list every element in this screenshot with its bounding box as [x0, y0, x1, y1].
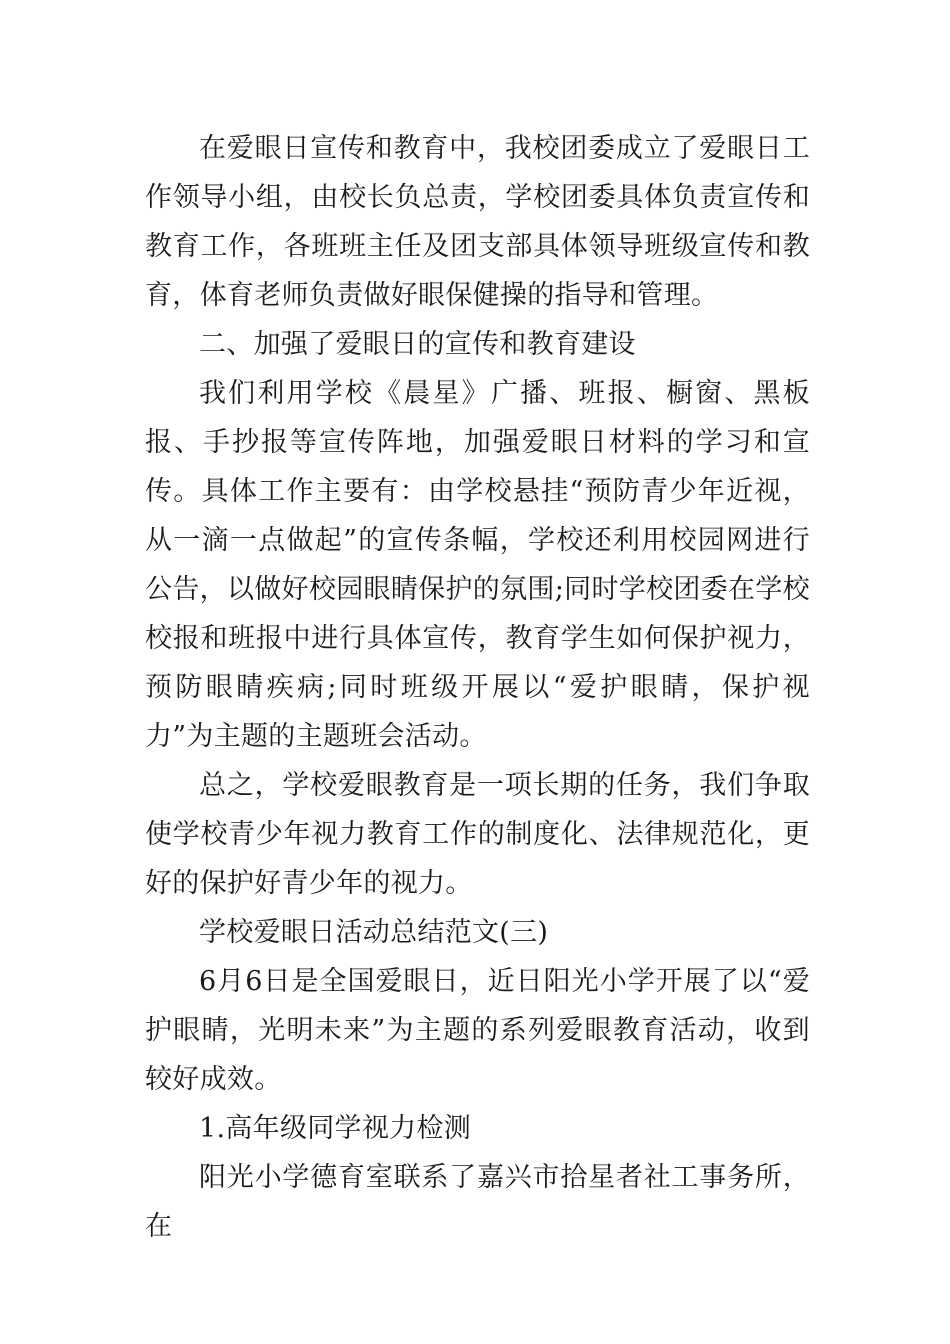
paragraph-moral-office: 阳光小学德育室联系了嘉兴市拾星者社工事务所，在	[145, 1162, 810, 1242]
article-title-3: 学校爱眼日活动总结范文(三)	[199, 917, 549, 948]
paragraph-publicity: 我们利用学校《晨星》广播、班报、橱窗、黑板报、手抄报等宣传阵地，加强爱眼日材料的学习和宣传。具体工作主要有：由学校悬挂“预防青少年近视，从一滴一点做起”的宣传条幅，学校还利用校园网进行公告，以做好校园眼睛保护的氛围;同时学校团委在学校校报和班报中进行具体宣传，教育学生如何保护视力，预防眼睛疾病;同时班级开展以“爱护眼睛，保护视力”为主题的主题班会活动。	[145, 378, 810, 752]
paragraph-leadership-group: 在爱眼日宣传和教育中，我校团委成立了爱眼日工作领导小组，由校长负总责，学校团委具体负责宣传和教育工作，各班班主任及团支部具体领导班级宣传和教育，体育老师负责做好眼保健操的指导和管理。	[145, 133, 810, 311]
paragraph-conclusion: 总之，学校爱眼教育是一项长期的任务，我们争取使学校青少年视力教育工作的制度化、法律规范化，更好的保护好青少年的视力。	[145, 770, 810, 899]
subheading-vision-test: 1.高年级同学视力检测	[199, 1113, 472, 1144]
paragraph-intro-june6: 6月6日是全国爱眼日，近日阳光小学开展了以“爱护眼睛，光明未来”为主题的系列爱眼教育活动，收到较好成效。	[145, 966, 810, 1095]
document-body	[145, 124, 810, 1251]
section-heading-2: 二、加强了爱眼日的宣传和教育建设	[199, 329, 636, 360]
